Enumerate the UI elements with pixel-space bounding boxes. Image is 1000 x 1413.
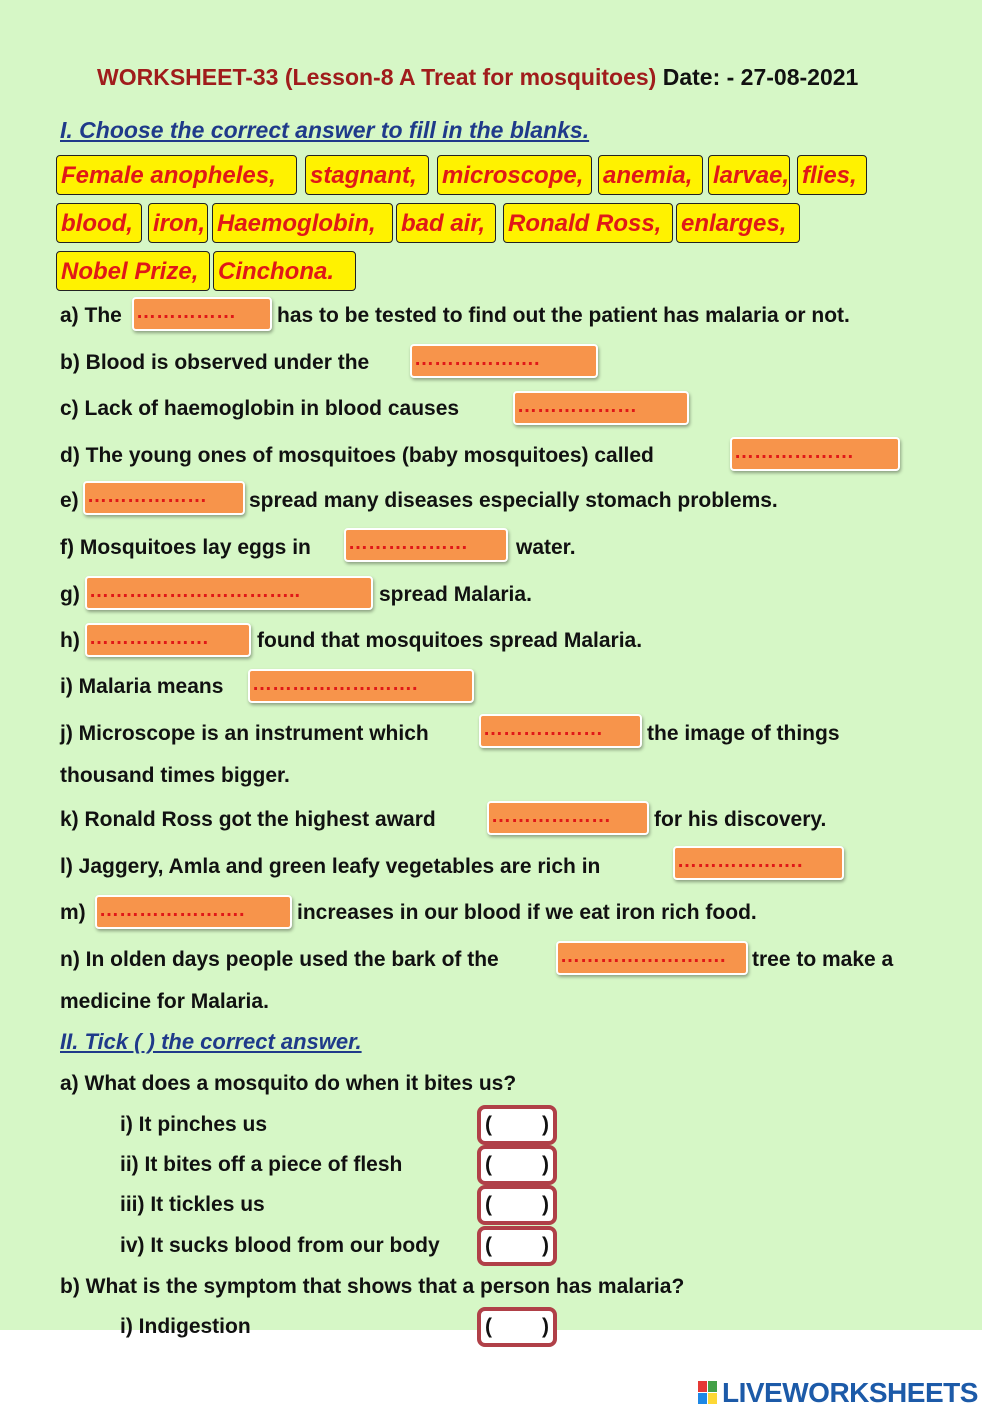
paren-close: ) xyxy=(542,1113,549,1136)
answer-blank-k[interactable]: ……………… xyxy=(487,801,649,835)
paren-close: ) xyxy=(542,1234,549,1257)
liveworksheets-logo[interactable] xyxy=(698,1376,978,1410)
question-c-prefix: c) Lack of haemoglobin in blood causes xyxy=(60,397,460,420)
question-h-suffix: found that mosquitoes spread Malaria. xyxy=(257,629,643,652)
word-chip: enlarges, xyxy=(676,203,800,243)
question-m-suffix: increases in our blood if we eat iron rich food. xyxy=(297,901,757,924)
question-a-prefix: a) The xyxy=(60,304,122,327)
logo-grid-icon xyxy=(698,1381,718,1405)
question-m-prefix: m) xyxy=(60,901,86,924)
option-label: i) It pinches us xyxy=(120,1113,268,1136)
tick-box[interactable] xyxy=(477,1226,557,1266)
question-f-prefix: f) Mosquitoes lay eggs in xyxy=(60,536,311,559)
word-chip: bad air, xyxy=(396,203,496,243)
tick-box[interactable] xyxy=(477,1307,557,1347)
paren-open: ( xyxy=(485,1234,492,1257)
section-1-heading: I. Choose the correct answer to fill in the blanks. xyxy=(60,117,590,143)
question-d-prefix: d) The young ones of mosquitoes (baby mosquitoes) called xyxy=(60,444,654,467)
paren-open: ( xyxy=(485,1193,492,1216)
answer-blank-b[interactable]: ………………. xyxy=(410,344,598,378)
question-j-suffix: the image of things xyxy=(647,722,840,745)
question-i-prefix: i) Malaria means xyxy=(60,675,224,698)
answer-blank-a[interactable]: …………… xyxy=(132,297,272,331)
word-chip: stagnant, xyxy=(305,155,429,195)
word-chip: anemia, xyxy=(598,155,703,195)
option-label: iv) It sucks blood from our body xyxy=(120,1234,440,1257)
word-chip: blood, xyxy=(56,203,142,243)
word-chip: larvae, xyxy=(708,155,790,195)
tick-box[interactable] xyxy=(477,1145,557,1185)
paren-close: ) xyxy=(542,1193,549,1216)
question-n-suffix: tree to make a xyxy=(752,948,894,971)
question-j-continued: thousand times bigger. xyxy=(60,764,290,787)
tick-box[interactable] xyxy=(477,1105,557,1145)
question-j-prefix: j) Microscope is an instrument which xyxy=(60,722,429,745)
word-chip: Cinchona. xyxy=(213,251,356,291)
answer-blank-e[interactable]: ……………… xyxy=(83,481,245,515)
paren-close: ) xyxy=(542,1153,549,1176)
answer-blank-c[interactable]: ……………… xyxy=(513,391,689,425)
option-label: iii) It tickles us xyxy=(120,1193,265,1216)
question-k-suffix: for his discovery. xyxy=(654,808,827,831)
word-chip: iron, xyxy=(148,203,208,243)
question-2a: a) What does a mosquito do when it bites us? xyxy=(60,1072,517,1095)
paren-close: ) xyxy=(542,1315,549,1338)
word-chip: Female anopheles, xyxy=(56,155,297,195)
title-text: WORKSHEET-33 (Lesson-8 A Treat for mosquitoes) xyxy=(97,64,657,90)
answer-blank-i[interactable]: ……………………. xyxy=(248,669,474,703)
paren-open: ( xyxy=(485,1113,492,1136)
question-n-continued: medicine for Malaria. xyxy=(60,990,269,1013)
answer-blank-g[interactable]: ………………………….. xyxy=(85,576,373,610)
word-chip: Haemoglobin, xyxy=(212,203,393,243)
question-l-prefix: l) Jaggery, Amla and green leafy vegetables are rich in xyxy=(60,855,601,878)
question-e-suffix: spread many diseases especially stomach problems. xyxy=(249,489,778,512)
answer-blank-m[interactable]: …………………. xyxy=(95,895,292,929)
word-chip: Nobel Prize, xyxy=(56,251,210,291)
option-label: i) Indigestion xyxy=(120,1315,251,1338)
answer-blank-j[interactable]: ……………… xyxy=(479,714,642,748)
paren-open: ( xyxy=(485,1153,492,1176)
question-g-suffix: spread Malaria. xyxy=(379,583,532,606)
word-chip: microscope, xyxy=(437,155,592,195)
question-h-prefix: h) xyxy=(60,629,80,652)
question-2b: b) What is the symptom that shows that a person has malaria? xyxy=(60,1275,685,1298)
paren-open: ( xyxy=(485,1315,492,1338)
answer-blank-h[interactable]: ……………… xyxy=(85,623,251,657)
worksheet-date: Date: - 27-08-2021 xyxy=(662,64,859,90)
question-g-prefix: g) xyxy=(60,583,80,606)
tick-box[interactable] xyxy=(477,1185,557,1225)
question-f-suffix: water. xyxy=(516,536,576,559)
answer-blank-l[interactable]: ………………. xyxy=(673,846,844,880)
logo-text: LIVEWORKSHEETS xyxy=(722,1377,978,1408)
option-label: ii) It bites off a piece of flesh xyxy=(120,1153,403,1176)
question-k-prefix: k) Ronald Ross got the highest award xyxy=(60,808,436,831)
section-2-heading: II. Tick ( ) the correct answer. xyxy=(60,1029,362,1054)
answer-blank-d[interactable]: ……………… xyxy=(730,437,900,471)
word-chip: Ronald Ross, xyxy=(503,203,673,243)
question-n-prefix: n) In olden days people used the bark of the xyxy=(60,948,499,971)
answer-blank-f[interactable]: ……………… xyxy=(344,528,508,562)
answer-blank-n[interactable]: ……………………. xyxy=(556,941,748,975)
word-chip: flies, xyxy=(797,155,867,195)
question-e-prefix: e) xyxy=(60,489,79,512)
question-a-suffix: has to be tested to find out the patient has malaria or not. xyxy=(277,304,850,327)
question-b-prefix: b) Blood is observed under the xyxy=(60,351,370,374)
worksheet-title xyxy=(97,64,858,91)
